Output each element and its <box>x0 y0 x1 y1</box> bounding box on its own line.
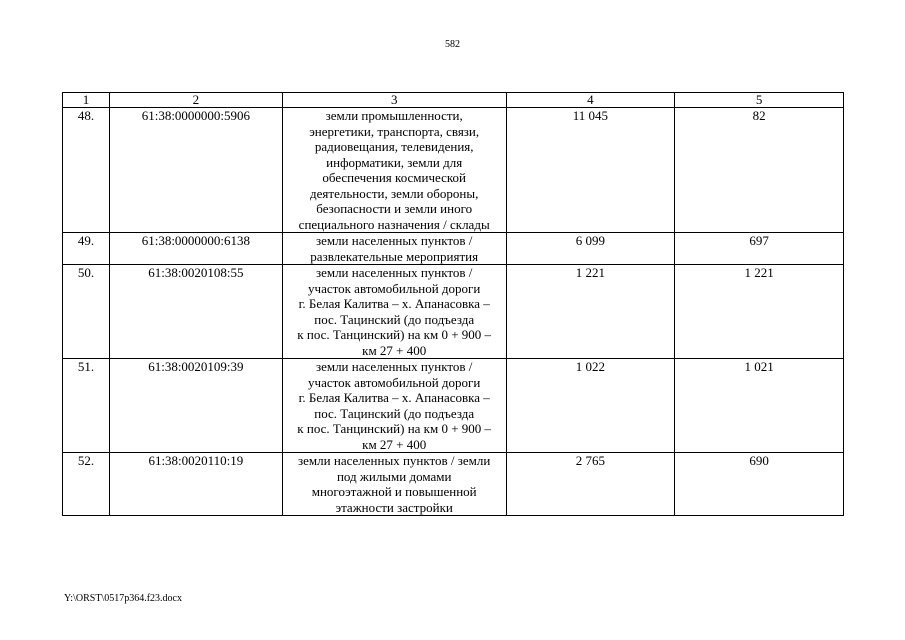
table-row <box>63 265 844 359</box>
row-number: 48. <box>63 108 110 233</box>
col5-value: 690 <box>675 453 844 516</box>
col5-value: 1 021 <box>675 359 844 453</box>
column-header: 5 <box>675 93 844 108</box>
land-description: земли населенных пунктов / развлекательные мероприятия <box>282 233 506 265</box>
area-value: 6 099 <box>506 233 675 265</box>
table-row <box>63 233 844 265</box>
table-row <box>63 108 844 233</box>
area-value: 1 221 <box>506 265 675 359</box>
area-value: 2 765 <box>506 453 675 516</box>
land-description: земли населенных пунктов / земли под жилыми домами многоэтажной и повышенной этажности застройки <box>282 453 506 516</box>
page-number: 582 <box>445 39 460 50</box>
cadastral-number: 61:38:0020109:39 <box>109 359 282 453</box>
land-description: земли промышленности, энергетики, транспорта, связи, радиовещания, телевидения, информатики, земли для обеспечения космической деятельности, земли обороны, безопасности и земли иного специального назначения / склады <box>282 108 506 233</box>
row-number: 50. <box>63 265 110 359</box>
column-header: 1 <box>63 93 110 108</box>
row-number: 49. <box>63 233 110 265</box>
area-value: 11 045 <box>506 108 675 233</box>
column-header: 4 <box>506 93 675 108</box>
col5-value: 82 <box>675 108 844 233</box>
cadastral-number: 61:38:0000000:6138 <box>109 233 282 265</box>
column-header: 2 <box>109 93 282 108</box>
column-header: 3 <box>282 93 506 108</box>
col5-value: 697 <box>675 233 844 265</box>
land-description: земли населенных пунктов / участок автомобильной дороги г. Белая Калитва – х. Апанасовка – пос. Тацинский (до подъезда к пос. Танцинский) на км 0 + 900 – км 27 + 400 <box>282 265 506 359</box>
row-number: 52. <box>63 453 110 516</box>
cadastral-number: 61:38:0020108:55 <box>109 265 282 359</box>
header-row <box>63 93 844 108</box>
cadastral-number: 61:38:0020110:19 <box>109 453 282 516</box>
table-row <box>63 453 844 516</box>
col5-value: 1 221 <box>675 265 844 359</box>
cadastral-number: 61:38:0000000:5906 <box>109 108 282 233</box>
land-description: земли населенных пунктов / участок автомобильной дороги г. Белая Калитва – х. Апанасовка – пос. Тацинский (до подъезда к пос. Танцинский) на км 0 + 900 – км 27 + 400 <box>282 359 506 453</box>
land-table <box>62 92 844 516</box>
row-number: 51. <box>63 359 110 453</box>
area-value: 1 022 <box>506 359 675 453</box>
footer-file-path: Y:\ORST\0517p364.f23.docx <box>64 593 182 604</box>
table-row <box>63 359 844 453</box>
